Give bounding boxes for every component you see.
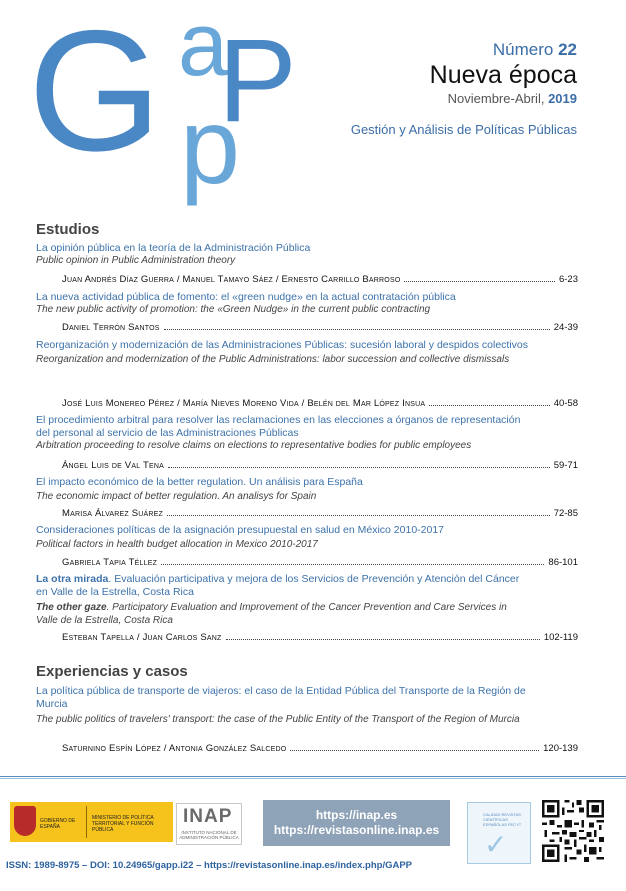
article-author-row [62, 320, 578, 333]
qr-code-icon[interactable] [542, 800, 604, 862]
logo-letter-p: p [180, 85, 241, 206]
article-subtitle: Arbitration proceeding to resolve claims on elections to representative bodies for public employees [36, 440, 472, 451]
article-title[interactable]: El impacto económico de la better regulation. Un análisis para España [36, 476, 363, 488]
article-entry [36, 476, 530, 504]
article-authors: Esteban Tapella / Juan Carlos Sanz [62, 632, 222, 643]
article-title-lead: La otra mirada [36, 573, 109, 585]
footer-divider-secondary [0, 778, 626, 779]
article-author-row [62, 506, 578, 519]
revistas-url-link[interactable]: https://revistasonline.inap.es [273, 823, 440, 837]
leader-dots [168, 467, 550, 468]
article-author-row [62, 741, 578, 754]
article-authors: Ángel Luis de Val Tena [62, 460, 164, 471]
fecyt-seal-brand: FECYT [508, 822, 522, 827]
gobierno-label: GOBIERNO DE ESPAÑA [40, 818, 76, 830]
article-subtitle-rest: . Participatory Evaluation and Improvement of the Cancer Prevention and Care Services in Valle de la Estrella, Costa Rica [36, 602, 507, 626]
article-title[interactable]: La opinión pública en la teoría de la Administración Pública [36, 242, 311, 254]
article-authors: Gabriela Tapia Téllez [62, 557, 158, 568]
article-entry [36, 242, 530, 268]
article-subtitle [36, 602, 530, 627]
article-title-rest: . Evaluación participativa y mejora de los Servicios de Prevención y Atención del Cáncer en Valle de la Estrella, Costa Rica [36, 573, 520, 598]
journal-url-box [263, 800, 450, 846]
inap-url-link[interactable]: https://inap.es [315, 808, 398, 822]
logo-letter-a: a [178, 0, 229, 95]
article-author-row [62, 555, 578, 568]
article-author-row [62, 630, 578, 643]
article-title[interactable]: La política pública de transporte de viajeros: el caso de la Entidad Pública del Transporte de la Región de Murcia [36, 685, 526, 710]
inap-logo-subtitle: INSTITUTO NACIONAL DE ADMINISTRACIÓN PÚBLICA [179, 830, 239, 840]
article-author-row [62, 458, 578, 471]
logo-letter-g: G [28, 0, 162, 187]
article-subtitle: The new public activity of promotion: the «Green Nudge» in the current public contracting [36, 304, 431, 315]
issue-number-label: Número [492, 40, 554, 59]
article-title[interactable]: La nueva actividad pública de fomento: el «green nudge» en la actual contratación pública [36, 291, 456, 303]
article-entry [36, 573, 530, 627]
article-subtitle: Reorganization and modernization of the Public Administrations: labor succession and collective dismissals [36, 354, 510, 365]
section-title-experiencias: Experiencias y casos [36, 663, 188, 680]
section-title-estudios: Estudios [36, 221, 100, 238]
issue-period-months: Noviembre-Abril, [447, 91, 545, 106]
fecyt-seal-text [483, 812, 523, 827]
article-entry [36, 414, 530, 453]
leader-dots [161, 564, 544, 565]
leader-dots [167, 515, 550, 516]
article-title[interactable]: El procedimiento arbitral para resolver las reclamaciones en las elecciones a órganos de representación del personal al servicio de las Administraciones Públicas [36, 414, 521, 439]
gobierno-separator [86, 806, 87, 838]
article-entry [36, 685, 530, 727]
article-entry [36, 524, 530, 552]
leader-dots [164, 329, 550, 330]
article-pages: 6-23 [558, 274, 578, 285]
article-pages: 40-58 [553, 398, 578, 409]
inap-logo: INAP [183, 806, 233, 827]
leader-dots [429, 405, 549, 406]
ministerio-label: MINISTERIO DE POLÍTICA TERRITORIAL Y FUNCIÓN PÚBLICA [92, 815, 154, 833]
article-entry [36, 291, 530, 317]
article-authors: José Luis Monereo Pérez / María Nieves Moreno Vida / Belén del Mar López Insua [62, 398, 426, 409]
article-author-row [62, 272, 578, 285]
spain-coat-of-arms-icon [14, 806, 36, 836]
article-subtitle: The public politics of travelers' transport: the case of the Public Entity of the Transport of the Region of Murcia [36, 714, 520, 725]
article-subtitle: Public opinion in Public Administration theory [36, 255, 236, 266]
footer-divider [0, 776, 626, 777]
article-pages: 72-85 [553, 508, 578, 519]
journal-subtitle: Gestión y Análisis de Políticas Públicas [350, 122, 577, 137]
leader-dots [290, 750, 539, 751]
article-entry [36, 339, 530, 367]
article-pages: 102-119 [543, 632, 578, 643]
article-title[interactable]: Reorganización y modernización de las Administraciones Públicas: sucesión laboral y despidos colectivos [36, 339, 529, 351]
article-authors: Daniel Terrón Santos [62, 322, 160, 333]
checkmark-icon: ✓ [484, 829, 508, 860]
article-title[interactable]: Consideraciones políticas de la asignación presupuestal en salud en México 2010-2017 [36, 524, 445, 536]
issue-number-value: 22 [558, 40, 577, 59]
logo-letter-p-upper: P [218, 15, 297, 147]
leader-dots [404, 281, 555, 282]
issue-era: Nueva época [429, 61, 577, 89]
article-subtitle-lead: The other gaze [36, 602, 107, 613]
article-subtitle: Political factors in health budget allocation in Mexico 2010-2017 [36, 539, 318, 550]
leader-dots [226, 639, 540, 640]
article-pages: 86-101 [548, 557, 578, 568]
issn-doi-line: ISSN: 1989-8975 – DOI: 10.24965/gapp.i22 – https://revistasonline.inap.es/index.php/GAPP [6, 860, 413, 871]
article-title[interactable] [36, 573, 530, 599]
article-authors: Juan Andrés Díaz Guerra / Manuel Tamayo Sáez / Ernesto Carrillo Barroso [62, 274, 401, 285]
article-pages: 120-139 [543, 743, 578, 754]
article-pages: 59-71 [553, 460, 578, 471]
article-authors: Marisa Álvarez Suárez [62, 508, 163, 519]
article-subtitle: The economic impact of better regulation. An analisys for Spain [36, 491, 317, 502]
article-authors: Saturnino Espín López / Antonia González Salcedo [62, 743, 287, 754]
article-author-row [62, 396, 578, 409]
issue-period [448, 91, 577, 106]
issue-year: 2019 [548, 91, 577, 106]
issue-number [493, 40, 577, 60]
fecyt-seal-label: CALIDAD REVISTAS CIENTÍFICAS ESPAÑOLAS [483, 812, 521, 827]
article-pages: 24-39 [553, 322, 578, 333]
